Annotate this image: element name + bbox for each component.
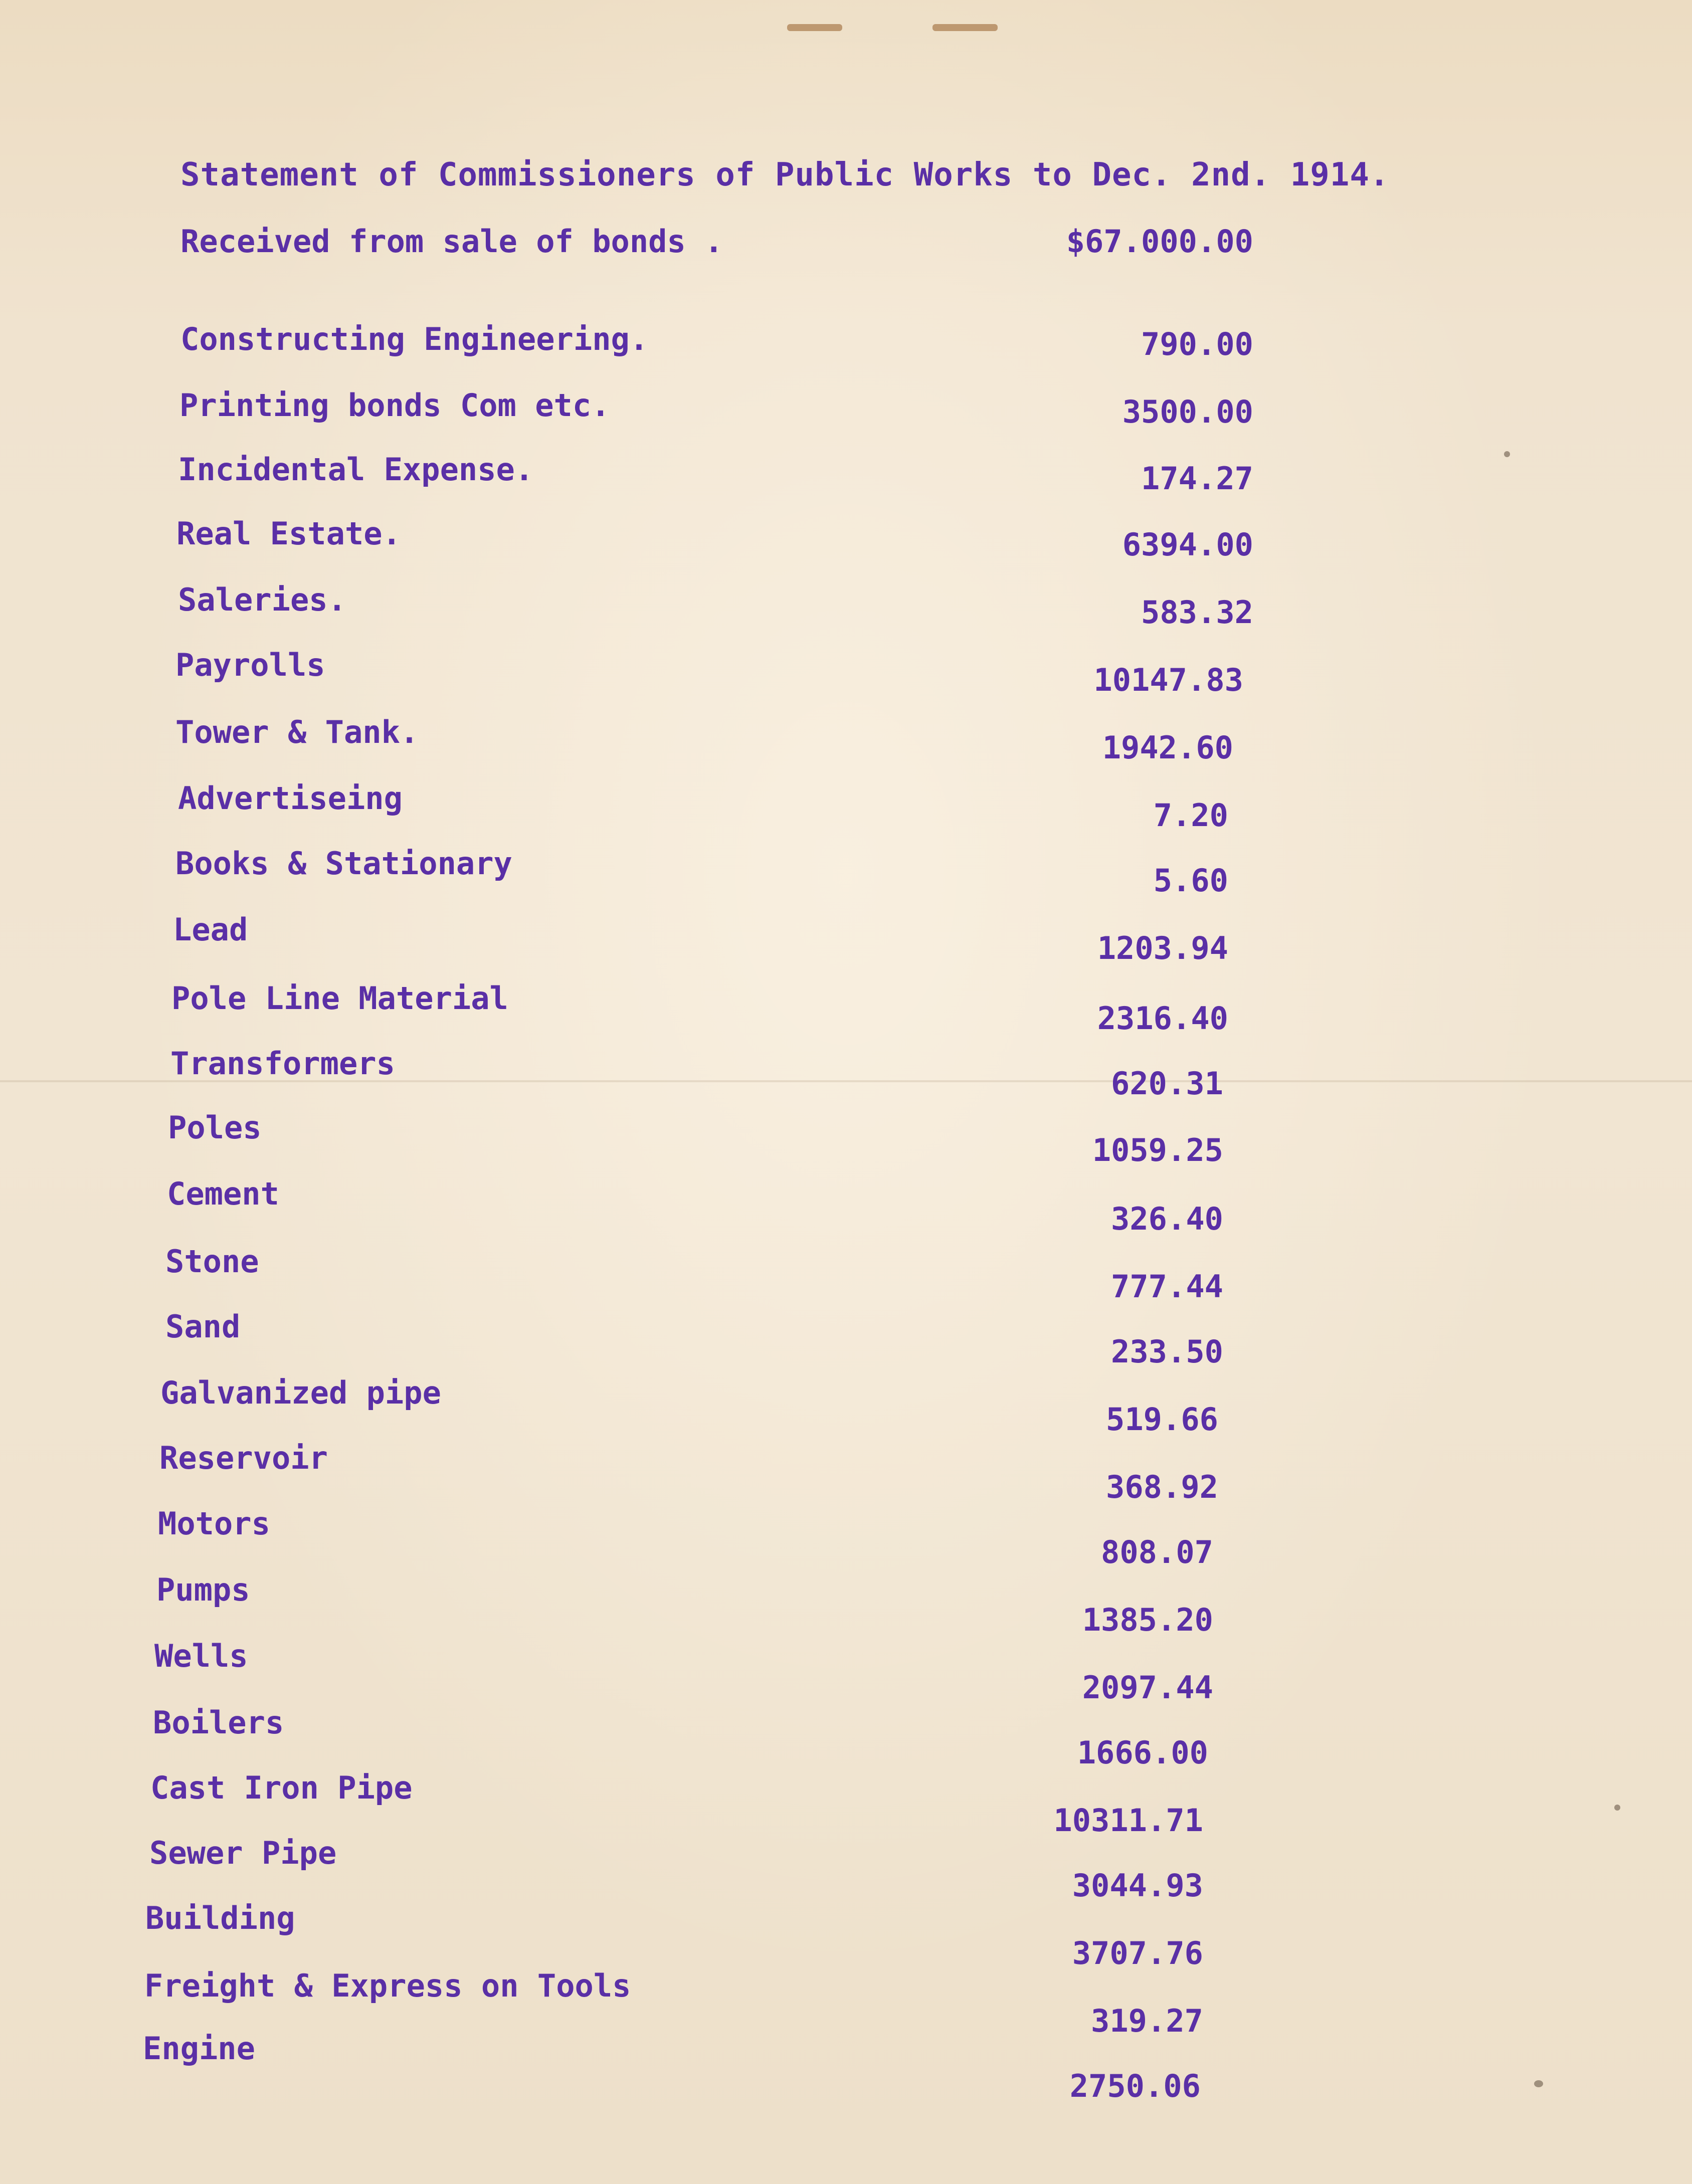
expense-label: Payrolls: [175, 647, 325, 683]
expense-label: Sand: [165, 1308, 241, 1345]
expense-amount: 3044.93: [1072, 1867, 1203, 1904]
expense-amount: 519.66: [1106, 1401, 1218, 1438]
expense-label: Advertiseing: [178, 780, 403, 817]
expense-amount: 368.92: [1106, 1469, 1218, 1505]
expense-amount: 2097.44: [1082, 1669, 1213, 1706]
expense-label: Cement: [167, 1175, 279, 1212]
paper-speck: [1534, 2080, 1543, 2087]
expense-label: Saleries.: [178, 581, 346, 618]
expense-amount: 1666.00: [1077, 1734, 1208, 1771]
expense-amount: 808.07: [1101, 1534, 1213, 1570]
received-amount: $67.000.00: [1066, 223, 1253, 260]
expense-label: Building: [145, 1900, 295, 1936]
expense-label: Incidental Expense.: [178, 451, 534, 488]
received-label: Received from sale of bonds .: [180, 223, 723, 260]
expense-amount: 7.20: [1153, 797, 1228, 834]
staple-mark-left: [787, 24, 842, 31]
expense-amount: 777.44: [1111, 1268, 1223, 1305]
staple-mark-right: [932, 24, 998, 31]
expense-label: Constructing Engineering.: [180, 321, 649, 357]
expense-amount: 1059.25: [1092, 1132, 1223, 1168]
expense-amount: 620.31: [1111, 1065, 1223, 1102]
paper-speck: [1614, 1805, 1620, 1811]
expense-amount: 1942.60: [1102, 729, 1233, 766]
expense-label: Tower & Tank.: [175, 714, 419, 750]
expense-label: Galvanized pipe: [160, 1374, 441, 1411]
expense-amount: 790.00: [1141, 326, 1253, 362]
expense-amount: 3500.00: [1122, 393, 1253, 430]
expense-label: Stone: [165, 1243, 259, 1280]
expense-label: Engine: [143, 2030, 255, 2067]
paper-speck: [1504, 451, 1510, 457]
expense-amount: 6394.00: [1122, 526, 1253, 563]
expense-label: Transformers: [170, 1045, 395, 1082]
expense-label: Lead: [173, 911, 248, 948]
expense-amount: 10311.71: [1053, 1802, 1203, 1839]
expense-label: Pumps: [156, 1571, 250, 1608]
expense-label: Printing bonds Com etc.: [179, 387, 610, 424]
expense-amount: 5.60: [1153, 862, 1228, 899]
expense-label: Motors: [158, 1505, 270, 1542]
expense-label: Pole Line Material: [171, 980, 508, 1017]
expense-label: Books & Stationary: [175, 845, 512, 882]
expense-label: Reservoir: [159, 1440, 328, 1476]
expense-label: Sewer Pipe: [149, 1835, 337, 1871]
expense-amount: 1203.94: [1097, 930, 1228, 966]
expense-amount: 326.40: [1111, 1201, 1223, 1237]
expense-label: Real Estate.: [176, 515, 401, 552]
expense-amount: 174.27: [1141, 460, 1253, 497]
expense-amount: 583.32: [1141, 594, 1253, 631]
expense-amount: 233.50: [1111, 1333, 1223, 1370]
received-row: [180, 223, 1384, 268]
expense-amount: 2750.06: [1069, 2068, 1201, 2104]
expense-amount: 1385.20: [1082, 1602, 1213, 1638]
expense-amount: 3707.76: [1072, 1935, 1203, 1971]
expense-label: Freight & Express on Tools: [144, 1967, 631, 2004]
expense-amount: 319.27: [1091, 2003, 1203, 2039]
expense-amount: 2316.40: [1097, 1000, 1228, 1037]
expense-amount: 10147.83: [1093, 662, 1243, 698]
expense-label: Boilers: [153, 1704, 284, 1741]
expense-label: Cast Iron Pipe: [150, 1769, 413, 1806]
expense-label: Poles: [168, 1109, 262, 1146]
statement-title: Statement of Commissioners of Public Works to Dec. 2nd. 1914.: [180, 156, 1390, 193]
expense-label: Wells: [154, 1638, 248, 1674]
